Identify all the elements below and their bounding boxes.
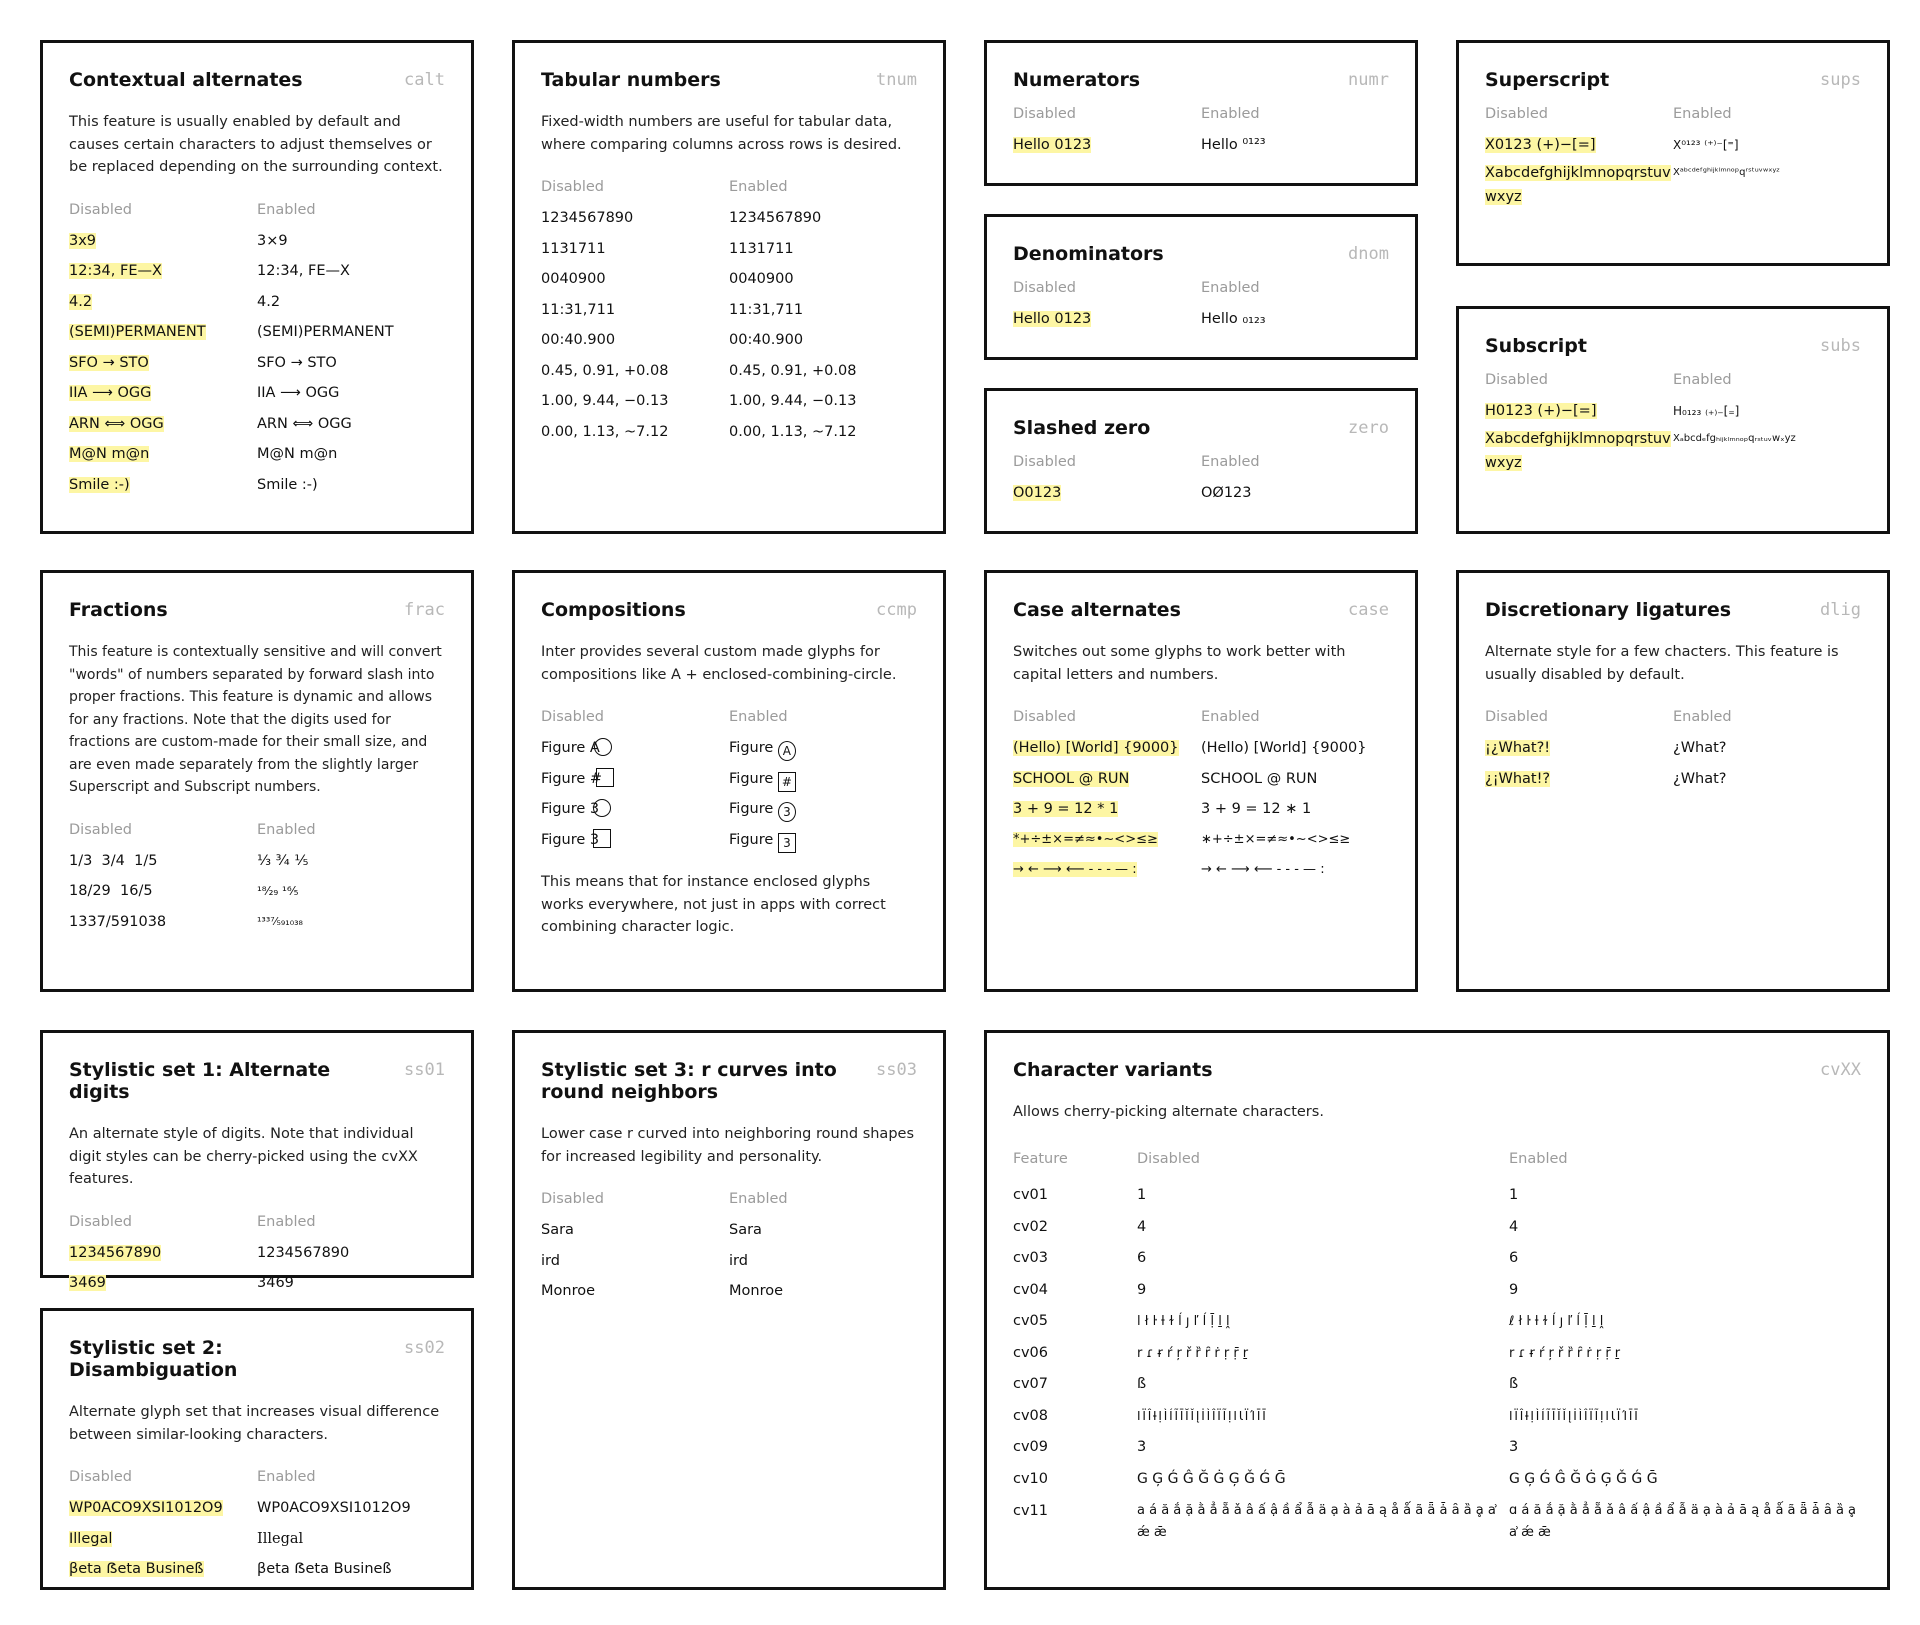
feature-tag: case [1348, 600, 1389, 620]
feature-code: cv11 [1013, 1503, 1049, 1519]
enabled-sample: WP0ACO9XSI1012O9 [257, 1500, 411, 1516]
enabled-sample: Figure A [729, 733, 917, 764]
card-title: Slashed zero [1013, 417, 1151, 439]
disabled-sample: 3469 [69, 1275, 106, 1291]
disabled-sample: r ɾ ɍ ŕ ŗ ř ȑ ȓ ṙ ṛ ṝ ṟ [1137, 1345, 1249, 1361]
calt-card [40, 40, 474, 534]
feature-code: cv09 [1013, 1439, 1049, 1455]
enabled-sample: ¹³³⁷⁄₅₉₁₀₃₈ [257, 914, 303, 928]
enabled-sample: r ɾ ɍ ŕ ŗ ř ȑ ȓ ṙ ṛ ṝ ṟ [1509, 1345, 1621, 1361]
disabled-sample: a á ă ắ ặ ằ ẳ ẵ ǎ â ấ ậ ầ ẩ ẫ ä ạ à ả ā ą å ǻ ã ǟ ǡ ȃ ȁ ḁ ẚ ǽ ǣ [1137, 1503, 1496, 1540]
combining-circle-icon [594, 738, 612, 756]
enabled-sample: 1.00, 9.44, −0.13 [729, 393, 857, 409]
disabled-sample: 1234567890 [541, 210, 634, 226]
enabled-sample: 3×9 [257, 232, 288, 249]
disabled-sample: 12:34, FE—X [69, 263, 162, 279]
disabled-label: Disabled [1485, 106, 1548, 122]
feature-tag: calt [404, 70, 445, 90]
enabled-sample: 1234567890 [729, 210, 822, 226]
disabled-label: Disabled [1485, 709, 1548, 725]
disabled-sample: 1337/591038 [69, 913, 167, 930]
disabled-label: Disabled [69, 201, 132, 218]
disabled-sample: ¡¿What?! [1485, 740, 1551, 756]
combining-square-icon [593, 829, 611, 848]
disabled-sample: 3 [1137, 1439, 1147, 1455]
enabled-sample: ¿What? [1673, 740, 1727, 756]
ccmp-card [512, 570, 946, 992]
enabled-sample: ¿What? [1673, 770, 1727, 787]
enabled-label: Enabled [729, 179, 788, 195]
feature-code: cv10 [1013, 1470, 1049, 1487]
enabled-sample: OØ123 [1201, 485, 1252, 501]
tnum-card [512, 40, 946, 534]
card-title: Case alternates [1013, 599, 1181, 621]
enabled-label: Enabled [729, 1191, 788, 1207]
card-description: This feature is contextually sensitive and will convert "words" of numbers separated by forward slash into proper fractions. This feature is dynamic and allows for any fractions. Note that the digits used for fractions are custom-made for their small size, and are even made separately from the slightly larger Superscript and Subscript numbers. [69, 644, 442, 795]
disabled-label: Disabled [1485, 372, 1548, 388]
disabled-sample: 0.00, 1.13, ~7.12 [541, 423, 669, 440]
disabled-sample: 1131711 [541, 240, 606, 257]
disabled-sample: X0123 (+)−[=] [1485, 137, 1596, 153]
disabled-sample: 1/3 3/4 1/5 [69, 852, 158, 869]
enabled-sample: 11:31,711 [729, 301, 804, 318]
enabled-sample: ¹⁸⁄₂₉ ¹⁶⁄₅ [257, 884, 299, 898]
card-footnote: This means that for instance enclosed glyphs works everywhere, not just in apps with correct combining character logic. [541, 874, 886, 935]
enabled-sample: ird [729, 1252, 748, 1269]
enabled-label: Enabled [1201, 106, 1260, 122]
enabled-sample: 0.45, 0.91, +0.08 [729, 362, 857, 379]
disabled-sample: WP0ACO9XSI1012O9 [69, 1500, 223, 1516]
card-title: Superscript [1485, 69, 1610, 91]
disabled-sample: 11:31,711 [541, 301, 616, 318]
disabled-sample: 4.2 [69, 293, 93, 310]
feature-code: cv03 [1013, 1250, 1049, 1266]
disabled-sample: 6 [1137, 1250, 1147, 1266]
card-title: Compositions [541, 599, 686, 621]
feature-tag: tnum [876, 70, 917, 90]
enabled-sample: (Hello) [World] {9000} [1201, 740, 1367, 756]
disabled-sample: 0040900 [541, 271, 606, 287]
enabled-sample: ß [1509, 1376, 1519, 1392]
cvxx-card [984, 1030, 1890, 1590]
enabled-sample: Sara [729, 1222, 762, 1238]
disabled-sample: Monroe [541, 1283, 596, 1299]
disabled-sample: Smile :-) [69, 476, 130, 493]
feature-code: cv05 [1013, 1313, 1049, 1329]
feature-tag: ccmp [876, 600, 917, 620]
ss01-card [40, 1030, 474, 1291]
enabled-label: Enabled [1673, 372, 1732, 388]
disabled-sample: SCHOOL @ RUN [1013, 770, 1130, 787]
enabled-sample: 3 [1509, 1439, 1519, 1455]
feature-tag: ss02 [404, 1338, 445, 1358]
disabled-sample: (Hello) [World] {9000} [1013, 740, 1179, 756]
enabled-label: Enabled [257, 1469, 316, 1485]
feature-code: cv02 [1013, 1218, 1049, 1235]
ss02-card [40, 1308, 474, 1590]
disabled-sample: IIA ⟶ OGG [69, 385, 152, 401]
enabled-sample: 3469 [257, 1275, 294, 1291]
disabled-sample: Figure 3 [541, 825, 729, 856]
enclosed-glyph: 3 [778, 802, 796, 822]
sups-card [1456, 40, 1890, 266]
card-title: Stylistic set 2: Disambiguation [69, 1337, 238, 1381]
enabled-sample: 9 [1509, 1281, 1519, 1298]
disabled-sample: 1 [1137, 1187, 1147, 1203]
ss03-card [512, 1030, 946, 1590]
disabled-sample: Xabcdefghijklmnopqrstuvwxyz [1485, 430, 1671, 471]
enabled-sample: 1131711 [729, 240, 794, 257]
disabled-sample: Hello 0123 [1013, 311, 1092, 327]
disabled-sample: Hello 0123 [1013, 137, 1092, 153]
disabled-label: Disabled [1013, 106, 1076, 122]
enabled-sample: 6 [1509, 1250, 1519, 1266]
card-description: Fixed-width numbers are useful for tabular data, where comparing columns across rows is desired. [541, 114, 902, 153]
disabled-sample: Figure # [541, 764, 729, 795]
enabled-sample: I Ï Î Ɨ Ị Ì Í Ĩ Ī Ĭ Ǐ Į İ Ì Î Ï Ĩ Ị I Ɩ Ϊ Ί Ī Ī [1509, 1408, 1637, 1423]
enabled-sample: Smile :-) [257, 476, 318, 493]
disabled-sample: Figure 3 [541, 794, 729, 825]
feature-code: cv08 [1013, 1407, 1049, 1424]
feature-tag: dlig [1820, 600, 1861, 620]
disabled-sample: 1.00, 9.44, −0.13 [541, 393, 669, 409]
disabled-label: Disabled [69, 1469, 132, 1485]
enabled-sample: 00:40.900 [729, 332, 804, 348]
disabled-sample: 3 + 9 = 12 * 1 [1013, 801, 1119, 817]
feature-code: cv06 [1013, 1344, 1049, 1361]
disabled-sample: 1234567890 [69, 1244, 162, 1261]
feature-tag: ss01 [404, 1060, 445, 1080]
disabled-sample: O0123 [1013, 485, 1062, 501]
feature-code: cv07 [1013, 1376, 1049, 1392]
enabled-sample: ARN ⟺ OGG [257, 415, 352, 432]
enabled-sample: IIA ⟶ OGG [257, 385, 340, 401]
disabled-sample: 4 [1137, 1218, 1147, 1235]
dnom-card [984, 214, 1418, 360]
enabled-sample: Hello ⁰¹²³ [1201, 137, 1266, 153]
enabled-sample: Monroe [729, 1283, 784, 1299]
disabled-sample: Xabcdefghijklmnopqrstuvwxyz [1485, 164, 1671, 205]
enabled-sample: SFO → STO [257, 354, 337, 371]
enabled-label: Enabled [1673, 709, 1732, 725]
disabled-label: Disabled [541, 1191, 604, 1207]
enclosed-glyph: 3 [778, 833, 796, 853]
card-description: Alternate style for a few chacters. This feature is usually disabled by default. [1485, 644, 1839, 683]
enabled-sample: Figure 3 [729, 794, 917, 825]
enabled-label: Enabled [257, 821, 316, 838]
enabled-sample: Illegal [257, 1530, 304, 1547]
disabled-label: Disabled [1013, 280, 1076, 296]
frac-card [40, 570, 474, 992]
numr-card [984, 40, 1418, 186]
enabled-sample: X⁰¹²³ ⁽⁺⁾⁻[⁼] [1673, 138, 1739, 152]
card-title: Discretionary ligatures [1485, 599, 1732, 621]
feature-tag: sups [1820, 70, 1861, 90]
enabled-sample: M@N m@n [257, 446, 338, 462]
enabled-sample: ℓ ł ŀ ƚ ɫ ĺ ȷ ľ ĺ ḹ ḻ ḽ [1509, 1314, 1604, 1329]
card-description: Inter provides several custom made glyphs for compositions like A + enclosed-combining-circle. [541, 644, 897, 683]
disabled-sample: ird [541, 1252, 560, 1269]
card-description: Lower case r curved into neighboring round shapes for increased legibility and personality. [541, 1126, 914, 1165]
enabled-sample: 1234567890 [257, 1244, 350, 1261]
card-title: Denominators [1013, 243, 1164, 265]
card-title: Character variants [1013, 1059, 1213, 1081]
enabled-sample: Figure # [729, 764, 917, 795]
enabled-label: Enabled [1201, 280, 1260, 296]
feature-tag: ss03 [876, 1060, 917, 1080]
feature-label: Feature [1013, 1150, 1068, 1167]
enabled-sample: ∗+÷±×=≠≈•~<>≤≥ [1201, 831, 1351, 847]
disabled-sample: SFO → STO [69, 354, 149, 371]
card-description: Switches out some glyphs to work better with capital letters and numbers. [1013, 644, 1346, 683]
enabled-sample: 12:34, FE—X [257, 263, 350, 279]
disabled-label: Disabled [541, 709, 604, 725]
disabled-label: Disabled [541, 179, 604, 195]
disabled-sample: ß [1137, 1376, 1147, 1392]
disabled-sample: Sara [541, 1222, 574, 1238]
disabled-label: Disabled [69, 821, 132, 838]
card-description: This feature is usually enabled by default and causes certain characters to adjust themselves or be replaced depending on the surrounding context. [69, 114, 443, 175]
enabled-label: Enabled [729, 709, 788, 725]
feature-tag: dnom [1348, 244, 1389, 264]
enabled-sample: (SEMI)PERMANENT [257, 324, 394, 340]
enabled-label: Enabled [1673, 106, 1732, 122]
disabled-sample: ARN ⟺ OGG [69, 415, 164, 432]
disabled-sample: (SEMI)PERMANENT [69, 324, 206, 340]
enabled-sample: 4.2 [257, 293, 281, 310]
enabled-sample: βeta ẞeta Busineß [257, 1561, 392, 1577]
subs-card [1456, 306, 1890, 534]
card-title: Tabular numbers [541, 69, 721, 91]
disabled-sample: *+÷±×=≠≈•~<>≤≥ [1013, 831, 1158, 847]
enabled-label: Enabled [257, 1213, 316, 1230]
card-description: An alternate style of digits. Note that individual digit styles can be cherry-picked using the cvXX features. [69, 1126, 418, 1187]
disabled-sample: l ł ŀ ƚ ɫ ĺ ȷ ľ ĺ ḹ ḻ ḽ [1137, 1314, 1230, 1329]
card-description: Alternate glyph set that increases visual difference between similar-looking characters. [69, 1404, 440, 1443]
disabled-sample: 18/29 16/5 [69, 883, 153, 899]
card-title: Fractions [69, 599, 168, 621]
enabled-sample: 4 [1509, 1218, 1519, 1235]
enabled-sample: G Ģ Ǵ Ĝ Ğ Ġ Ģ Ǧ Ǵ Ḡ [1509, 1470, 1658, 1487]
enabled-sample: H₀₁₂₃ ₍₊₎₋[₌] [1673, 404, 1740, 418]
card-title: Subscript [1485, 335, 1587, 357]
enclosed-glyph: A [778, 741, 796, 761]
disabled-sample: ¿¡What!? [1485, 770, 1551, 787]
disabled-sample: G Ģ Ǵ Ĝ Ğ Ġ Ģ Ǧ Ǵ Ḡ [1137, 1470, 1286, 1487]
enabled-label: Enabled [1201, 454, 1260, 470]
disabled-sample: Figure A [541, 733, 729, 764]
feature-tag: zero [1348, 418, 1389, 438]
card-title: Numerators [1013, 69, 1141, 91]
enabled-sample: Xₐbcdₑfgₕᵢⱼₖₗₘₙₒₚqᵣₛₜᵤᵥwₓyz [1673, 432, 1796, 444]
enclosed-glyph: # [778, 772, 796, 792]
disabled-sample: I Ï Î Ɨ Ị Ì Í Ĩ Ī Ĭ Ǐ Į İ Ì Î Ï Ĩ Ị I Ɩ Ϊ Ί Ī Ī [1137, 1408, 1265, 1423]
feature-tag: cvXX [1820, 1060, 1861, 1080]
enabled-label: Enabled [257, 201, 316, 218]
enabled-sample: ɑ á ă ắ ặ ằ ẳ ẵ ǎ â ấ ậ ầ ẩ ẫ ä ạ à ả ā ą å ǻ ã ǟ ǡ ȃ ȁ ḁ ẚ ǽ ǣ [1509, 1503, 1857, 1540]
disabled-sample: 3x9 [69, 232, 97, 249]
enabled-sample: Hello ₀₁₂₃ [1201, 311, 1266, 327]
disabled-sample: M@N m@n [69, 446, 150, 462]
disabled-sample: Illegal [69, 1530, 113, 1547]
disabled-sample: 0.45, 0.91, +0.08 [541, 362, 669, 379]
enabled-sample: → ← ⟶ ⟵ - - - — : [1201, 862, 1325, 877]
card-title: Stylistic set 1: Alternate digits [69, 1059, 331, 1103]
enabled-sample: 1 [1509, 1187, 1519, 1203]
enabled-sample: SCHOOL @ RUN [1201, 770, 1318, 787]
disabled-label: Disabled [69, 1213, 132, 1230]
card-description: Allows cherry-picking alternate characters. [1013, 1104, 1324, 1120]
disabled-sample: H0123 (+)−[=] [1485, 403, 1597, 419]
enabled-sample: ⅓ ¾ ⅕ [257, 852, 309, 869]
disabled-label: Disabled [1137, 1150, 1200, 1167]
enabled-label: Enabled [1201, 709, 1260, 725]
enabled-sample: Xᵃᵇᶜᵈᵉᶠᵍʰⁱʲᵏˡᵐⁿᵒᵖqʳˢᵗᵘᵛʷˣʸᶻ [1673, 166, 1780, 178]
disabled-label: Disabled [1013, 709, 1076, 725]
feature-tag: numr [1348, 70, 1389, 90]
disabled-sample: 9 [1137, 1281, 1147, 1298]
combining-square-icon [596, 768, 614, 787]
disabled-sample: → ← ⟶ ⟵ - - - — : [1013, 862, 1137, 877]
enabled-sample: Figure 3 [729, 825, 917, 856]
disabled-sample: βeta ẞeta Busineß [69, 1561, 204, 1577]
zero-card [984, 388, 1418, 534]
disabled-sample: 00:40.900 [541, 332, 616, 348]
combining-circle-icon [593, 799, 611, 817]
feature-tag: subs [1820, 336, 1861, 356]
feature-code: cv01 [1013, 1187, 1049, 1203]
enabled-sample: 3 + 9 = 12 ∗ 1 [1201, 801, 1312, 817]
feature-code: cv04 [1013, 1281, 1049, 1298]
enabled-sample: 0.00, 1.13, ~7.12 [729, 423, 857, 440]
disabled-label: Disabled [1013, 454, 1076, 470]
enabled-sample: 0040900 [729, 271, 794, 287]
case-card [984, 570, 1418, 992]
card-title: Contextual alternates [69, 69, 303, 91]
dlig-card [1456, 570, 1890, 992]
feature-tag: frac [404, 600, 445, 620]
card-title: Stylistic set 3: r curves into round neighbors [541, 1059, 837, 1103]
enabled-label: Enabled [1509, 1150, 1568, 1167]
